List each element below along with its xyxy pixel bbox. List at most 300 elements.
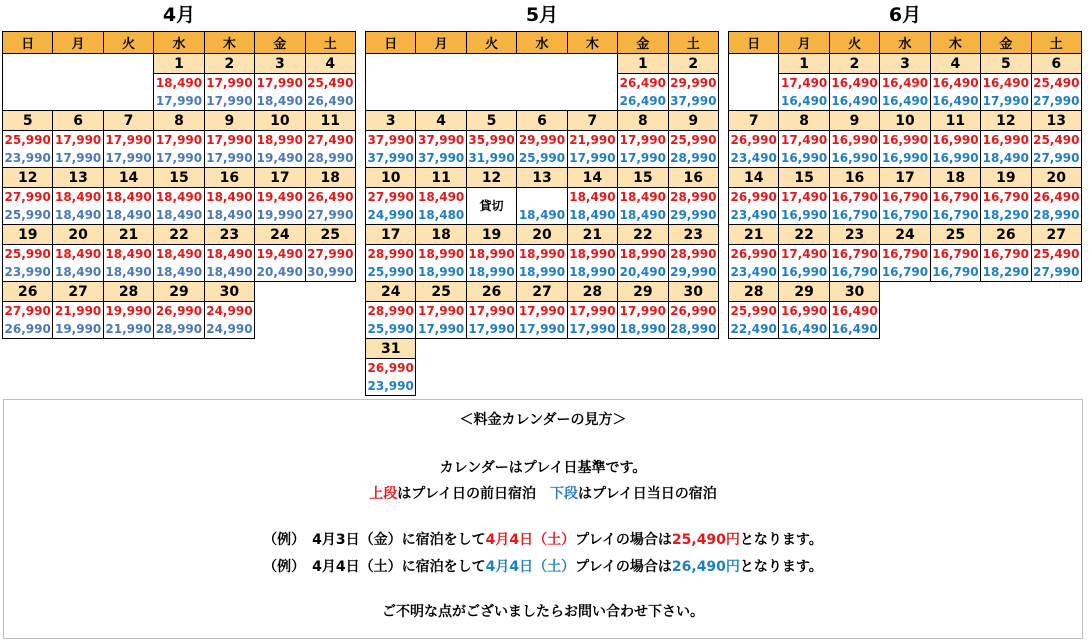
price-lower: 27,990 (1033, 94, 1080, 108)
price-cell (981, 131, 1031, 168)
price-lower: 17,990 (155, 151, 203, 165)
price-cell (416, 245, 466, 282)
upper-text: はプレイ日の前日宿泊 (397, 486, 550, 502)
price-upper: 17,990 (206, 76, 253, 90)
weekday-header: 火 (466, 32, 516, 54)
price-lower: 17,990 (206, 94, 253, 108)
price-cell (829, 188, 879, 225)
price-upper: 25,490 (1033, 133, 1080, 147)
date-cell: 2 (829, 54, 879, 74)
date-cell: 1 (779, 54, 829, 74)
price-cell (618, 188, 668, 225)
empty-cell (668, 359, 718, 396)
date-cell: 26 (3, 282, 53, 302)
date-row (366, 282, 719, 302)
example-1-suffix: となります。 (739, 532, 823, 548)
date-cell: 13 (53, 168, 103, 188)
price-cell (305, 131, 355, 168)
date-cell: 9 (829, 111, 879, 131)
price-upper: 27,990 (4, 190, 51, 204)
price-upper: 18,490 (619, 190, 666, 204)
price-upper: 16,490 (881, 76, 929, 90)
price-upper: 19,490 (256, 190, 303, 204)
price-upper: 26,990 (730, 247, 777, 261)
date-cell: 23 (204, 225, 254, 245)
price-lower: 25,990 (4, 208, 51, 222)
month-title: 6月 (888, 4, 922, 26)
date-cell: 26 (981, 225, 1031, 245)
date-cell: 16 (204, 168, 254, 188)
empty-cell (880, 282, 930, 302)
date-cell: 10 (255, 111, 305, 131)
price-cell (1031, 74, 1081, 111)
month-april (2, 0, 356, 339)
price-cell (154, 188, 204, 225)
price-row (366, 188, 719, 225)
price-upper: 18,490 (54, 247, 102, 261)
price-lower: 28,990 (670, 151, 717, 165)
month-title: 5月 (525, 4, 559, 26)
date-cell: 20 (1031, 168, 1081, 188)
example-1-prefix: （例） 4月3日（金）に宿泊をして (263, 532, 486, 548)
weekday-header: 火 (103, 32, 153, 54)
price-cell (729, 188, 779, 225)
price-cell (53, 188, 103, 225)
price-lower: 17,990 (619, 151, 666, 165)
date-cell: 25 (930, 225, 980, 245)
date-cell: 1 (154, 54, 204, 74)
price-upper: 16,790 (831, 190, 878, 204)
date-cell: 6 (53, 111, 103, 131)
price-cell (779, 188, 829, 225)
price-cell (517, 188, 567, 225)
example-2-price: 26,490円 (671, 559, 740, 575)
price-cell (668, 131, 718, 168)
date-row (729, 54, 1082, 74)
price-lower: 16,990 (831, 151, 878, 165)
price-cell (466, 302, 516, 339)
date-row (366, 168, 719, 188)
weekday-header: 土 (1031, 32, 1081, 54)
price-upper: 18,990 (468, 247, 515, 261)
price-cell (567, 245, 617, 282)
price-lower: 37,990 (367, 151, 414, 165)
price-lower: 25,990 (367, 322, 414, 336)
price-upper: 17,490 (780, 247, 828, 261)
price-cell (829, 74, 879, 111)
date-cell: 15 (779, 168, 829, 188)
price-upper: 16,790 (881, 247, 929, 261)
empty-cell (930, 302, 980, 339)
price-cell (154, 74, 204, 111)
price-row (729, 131, 1082, 168)
price-cell (880, 188, 930, 225)
price-upper: 16,990 (780, 304, 828, 318)
empty-cell (880, 302, 930, 339)
price-cell (204, 245, 254, 282)
example-1 (4, 529, 1082, 549)
price-upper: 16,990 (881, 133, 929, 147)
empty-cell (981, 302, 1031, 339)
price-lower: 17,990 (569, 322, 616, 336)
price-cell (103, 245, 153, 282)
price-upper: 21,990 (569, 133, 616, 147)
price-cell (204, 188, 254, 225)
price-lower: 16,790 (831, 265, 878, 279)
empty-cell (1031, 282, 1081, 302)
empty-cell (668, 339, 718, 359)
price-upper: 18,490 (206, 190, 253, 204)
date-cell: 20 (53, 225, 103, 245)
price-upper: 17,990 (619, 304, 666, 318)
date-cell: 22 (618, 225, 668, 245)
price-upper: 25,990 (730, 304, 777, 318)
weekday-header: 土 (668, 32, 718, 54)
date-cell: 7 (567, 111, 617, 131)
price-cell (567, 302, 617, 339)
date-row (366, 225, 719, 245)
price-lower: 18,490 (105, 208, 152, 222)
price-upper: 21,990 (54, 304, 102, 318)
empty-cell (466, 339, 516, 359)
price-lower: 17,990 (982, 94, 1029, 108)
empty-cell (416, 339, 466, 359)
price-lower: 17,990 (54, 151, 102, 165)
calendar-table (365, 31, 719, 396)
date-row (729, 225, 1082, 245)
empty-cell (1031, 302, 1081, 339)
date-cell: 5 (981, 54, 1031, 74)
date-cell: 8 (154, 111, 204, 131)
price-upper: 29,990 (518, 133, 566, 147)
price-upper: 17,490 (780, 133, 828, 147)
price-lower: 18,490 (982, 151, 1029, 165)
date-cell: 16 (668, 168, 718, 188)
example-1-price: 25,490円 (671, 532, 740, 548)
date-cell: 11 (416, 168, 466, 188)
price-upper: 37,990 (367, 133, 414, 147)
lower-label: 下段 (550, 486, 578, 502)
price-upper: 17,990 (105, 133, 152, 147)
date-cell: 31 (366, 339, 416, 359)
price-lower: 16,990 (932, 151, 979, 165)
price-lower: 18,290 (982, 208, 1029, 222)
date-cell: 26 (466, 282, 516, 302)
date-cell: 4 (305, 54, 355, 74)
price-upper: 18,490 (417, 190, 465, 204)
price-lower: 27,990 (1033, 151, 1080, 165)
price-lower: 27,990 (1033, 265, 1080, 279)
price-upper: 16,990 (831, 133, 878, 147)
price-upper: 26,490 (1033, 190, 1080, 204)
price-lower: 16,790 (881, 208, 929, 222)
price-cell (729, 131, 779, 168)
date-cell: 18 (416, 225, 466, 245)
price-lower: 16,990 (780, 208, 828, 222)
price-cell (466, 131, 516, 168)
date-cell: 25 (416, 282, 466, 302)
price-cell (255, 188, 305, 225)
price-lower: 28,990 (155, 322, 203, 336)
price-lower: 16,490 (881, 94, 929, 108)
date-row (3, 225, 356, 245)
price-cell (1031, 188, 1081, 225)
weekday-header: 木 (567, 32, 617, 54)
date-cell: 17 (366, 225, 416, 245)
date-cell: 24 (255, 225, 305, 245)
price-upper: 17,990 (569, 304, 616, 318)
price-lower: 18,490 (54, 208, 102, 222)
price-cell (154, 245, 204, 282)
price-upper: 25,990 (670, 133, 717, 147)
example-2-date: 4月4日（土） (485, 559, 576, 575)
price-cell (930, 245, 980, 282)
price-lower: 18,990 (569, 265, 616, 279)
price-upper: 17,990 (256, 76, 303, 90)
price-cell (255, 131, 305, 168)
price-cell (618, 245, 668, 282)
price-upper: 18,990 (417, 247, 465, 261)
date-row (366, 111, 719, 131)
date-cell: 14 (567, 168, 617, 188)
price-lower: 18,990 (468, 265, 515, 279)
legend-heading: ＜料金カレンダーの見方＞ (459, 412, 627, 428)
date-cell: 5 (3, 111, 53, 131)
price-cell (466, 245, 516, 282)
price-upper: 17,990 (417, 304, 465, 318)
price-upper: 28,990 (367, 304, 414, 318)
weekday-header: 水 (517, 32, 567, 54)
weekday-header-row (3, 32, 356, 54)
price-cell (930, 74, 980, 111)
date-cell: 7 (729, 111, 779, 131)
date-cell: 23 (668, 225, 718, 245)
price-lower: 18,490 (256, 94, 303, 108)
price-upper: 28,990 (670, 247, 717, 261)
date-cell: 20 (517, 225, 567, 245)
price-lower: 24,990 (206, 322, 253, 336)
price-cell (305, 245, 355, 282)
date-cell: 21 (567, 225, 617, 245)
price-lower: 17,990 (417, 322, 465, 336)
date-cell: 10 (366, 168, 416, 188)
price-upper: 18,990 (619, 247, 666, 261)
legend-line-tiers (4, 483, 1082, 503)
price-cell (255, 245, 305, 282)
price-upper: 18,990 (256, 133, 303, 147)
price-upper: 26,990 (730, 133, 777, 147)
price-upper: 16,990 (932, 133, 979, 147)
price-cell (880, 245, 930, 282)
price-lower: 21,990 (105, 322, 152, 336)
price-upper: 27,990 (4, 304, 51, 318)
date-cell: 25 (305, 225, 355, 245)
price-lower: 17,990 (468, 322, 515, 336)
date-row (729, 168, 1082, 188)
date-cell: 19 (981, 168, 1031, 188)
price-lower: 17,990 (155, 94, 203, 108)
date-cell: 14 (103, 168, 153, 188)
date-cell: 17 (880, 168, 930, 188)
price-lower: 16,990 (881, 151, 929, 165)
price-cell (517, 245, 567, 282)
weekday-header: 木 (930, 32, 980, 54)
date-cell: 30 (204, 282, 254, 302)
empty-cell (567, 359, 617, 396)
date-cell: 2 (204, 54, 254, 74)
price-upper: 17,990 (206, 133, 253, 147)
date-cell: 6 (517, 111, 567, 131)
price-lower: 25,990 (367, 265, 414, 279)
date-cell: 28 (103, 282, 153, 302)
price-upper: 35,990 (468, 133, 515, 147)
price-lower: 26,490 (307, 94, 354, 108)
price-cell (305, 188, 355, 225)
date-row (729, 282, 1082, 302)
date-row (3, 168, 356, 188)
price-upper: 16,490 (982, 76, 1029, 90)
price-upper: 17,490 (780, 76, 828, 90)
weekday-header-row (729, 32, 1082, 54)
price-lower: 19,990 (256, 208, 303, 222)
blank-cell (729, 54, 779, 111)
price-lower: 18,490 (619, 208, 666, 222)
price-cell (53, 302, 103, 339)
date-cell: 19 (466, 225, 516, 245)
price-cell (668, 74, 718, 111)
weekday-header: 日 (366, 32, 416, 54)
price-lower: 18,490 (54, 265, 102, 279)
date-row (366, 339, 719, 359)
date-cell: 29 (154, 282, 204, 302)
price-cell (103, 131, 153, 168)
price-cell (3, 245, 53, 282)
price-lower: 16,790 (932, 208, 979, 222)
price-lower: 16,490 (831, 322, 878, 336)
example-1-mid: プレイの場合は (575, 532, 672, 548)
price-lower: 23,490 (730, 208, 777, 222)
blank-cell (366, 54, 618, 111)
price-lower: 31,990 (468, 151, 515, 165)
empty-cell (255, 282, 305, 302)
empty-cell (416, 359, 466, 396)
price-cell (416, 302, 466, 339)
price-upper: 18,490 (54, 190, 102, 204)
price-cell (366, 188, 416, 225)
price-lower: 28,990 (670, 322, 717, 336)
price-upper: 16,790 (881, 190, 929, 204)
price-cell (618, 131, 668, 168)
empty-cell (981, 282, 1031, 302)
price-upper: 19,990 (105, 304, 152, 318)
price-upper: 27,490 (307, 133, 354, 147)
price-cell (829, 131, 879, 168)
date-cell: 18 (930, 168, 980, 188)
price-cell (204, 302, 254, 339)
price-cell (517, 131, 567, 168)
date-cell: 30 (668, 282, 718, 302)
price-cell (779, 74, 829, 111)
price-upper: 17,490 (780, 190, 828, 204)
price-upper: 18,990 (569, 247, 616, 261)
price-lower: 18,490 (206, 208, 253, 222)
price-upper: 18,490 (206, 247, 253, 261)
date-cell: 27 (517, 282, 567, 302)
date-cell: 22 (154, 225, 204, 245)
weekday-header: 水 (154, 32, 204, 54)
weekday-header: 月 (53, 32, 103, 54)
price-cell (981, 188, 1031, 225)
date-cell: 15 (618, 168, 668, 188)
price-lower: 18,490 (155, 265, 203, 279)
month-title: 4月 (162, 4, 196, 26)
price-cell (204, 131, 254, 168)
example-2-mid: プレイの場合は (575, 559, 672, 575)
empty-cell (305, 282, 355, 302)
price-lower: 16,490 (932, 94, 979, 108)
price-lower: 16,790 (831, 208, 878, 222)
price-upper: 16,790 (982, 190, 1029, 204)
price-lower: 23,990 (367, 379, 414, 393)
price-upper: 16,490 (932, 76, 979, 90)
price-upper: 26,990 (155, 304, 203, 318)
price-lower: 16,990 (780, 265, 828, 279)
date-cell: 30 (829, 282, 879, 302)
price-upper: 18,490 (155, 190, 203, 204)
date-cell: 18 (305, 168, 355, 188)
date-cell: 8 (779, 111, 829, 131)
date-cell: 12 (466, 168, 516, 188)
date-cell: 24 (880, 225, 930, 245)
price-cell (255, 74, 305, 111)
price-cell (103, 302, 153, 339)
lower-text: はプレイ日当日の宿泊 (578, 486, 717, 502)
upper-label: 上段 (369, 486, 398, 502)
month-may (365, 0, 719, 396)
price-row (729, 245, 1082, 282)
date-cell: 13 (1031, 111, 1081, 131)
price-cell (366, 359, 416, 396)
price-cell (618, 74, 668, 111)
price-upper: 18,490 (569, 190, 616, 204)
reserved-cell: 貸切 (466, 188, 516, 225)
empty-cell (930, 282, 980, 302)
date-cell: 9 (668, 111, 718, 131)
price-cell (981, 74, 1031, 111)
price-upper: 25,990 (4, 133, 51, 147)
date-cell: 12 (981, 111, 1031, 131)
price-lower: 20,490 (256, 265, 303, 279)
weekday-header: 金 (618, 32, 668, 54)
price-cell (154, 302, 204, 339)
price-upper: 16,790 (831, 247, 878, 261)
price-upper: 18,490 (155, 247, 203, 261)
price-lower: 28,990 (1033, 208, 1080, 222)
price-lower: 17,990 (105, 151, 152, 165)
weekday-header: 土 (305, 32, 355, 54)
price-cell (729, 302, 779, 339)
price-lower: 18,990 (518, 265, 566, 279)
date-cell: 28 (729, 282, 779, 302)
date-cell: 21 (729, 225, 779, 245)
weekday-header: 金 (255, 32, 305, 54)
price-upper: 26,990 (367, 361, 414, 375)
date-cell: 4 (930, 54, 980, 74)
price-cell (729, 245, 779, 282)
month-june (728, 0, 1082, 339)
price-lower: 28,990 (307, 151, 354, 165)
price-lower: 17,990 (206, 151, 253, 165)
